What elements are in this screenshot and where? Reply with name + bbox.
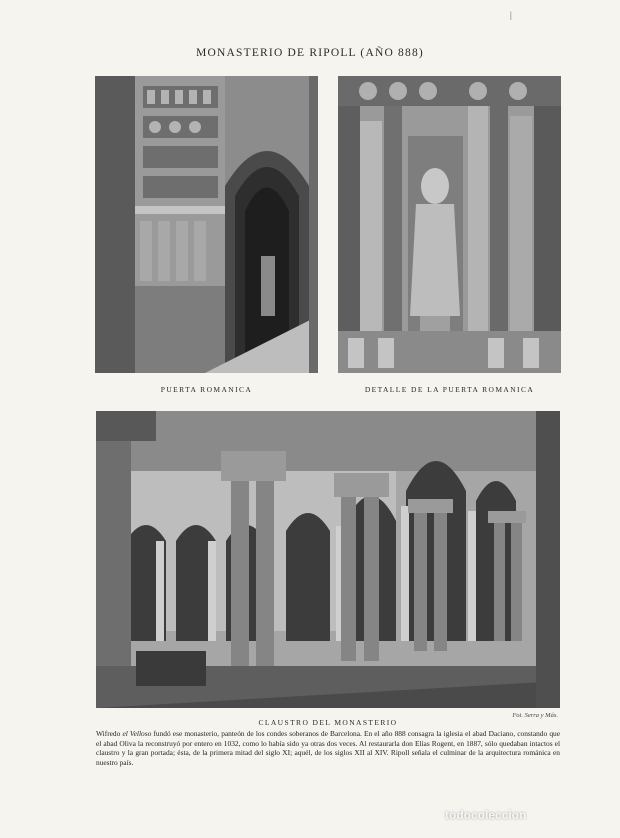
caption-romanesque-portal: PUERTA ROMANICA	[160, 385, 253, 394]
photo-portal-detail	[338, 76, 561, 373]
body-text-part2: fundó ese monasterio, panteón de los condes soberanos de Barcelona. En el año 888 consagra la iglesia el abad Daciano, constando que el abad Oliva la reconstruyó por entero en 1032, como lo había sido ya otras dos veces. Al restaurarla don Elías Rogent, en 1887, sólo quedaban intactos el claustro y la gran portada; ésta, de la primera mitad del siglo XI; aquél, de los siglos XII al XIV. Ripoll señala el culminar de la arquitectura románica en nuestro país.	[96, 729, 561, 767]
photo-credit: Fot. Serra y Más.	[512, 712, 558, 719]
body-text-part1: Wifredo	[96, 729, 123, 738]
caption-portal-detail: DETALLE DE LA PUERTA ROMANICA	[364, 385, 535, 394]
photo-cloister	[96, 411, 560, 708]
portal-photo-graphic	[95, 76, 318, 373]
photo-romanesque-portal	[95, 76, 318, 373]
cloister-photo-graphic	[96, 411, 560, 708]
body-text-emphasis: el Velloso	[122, 729, 152, 738]
watermark: todocoleccion	[445, 808, 527, 822]
portal-detail-graphic	[338, 76, 561, 373]
caption-cloister: CLAUSTRO DEL MONASTERIO	[258, 718, 398, 727]
page-mark: |	[510, 10, 512, 20]
body-text	[96, 729, 560, 767]
page-title: MONASTERIO DE RIPOLL (AÑO 888)	[196, 47, 424, 59]
